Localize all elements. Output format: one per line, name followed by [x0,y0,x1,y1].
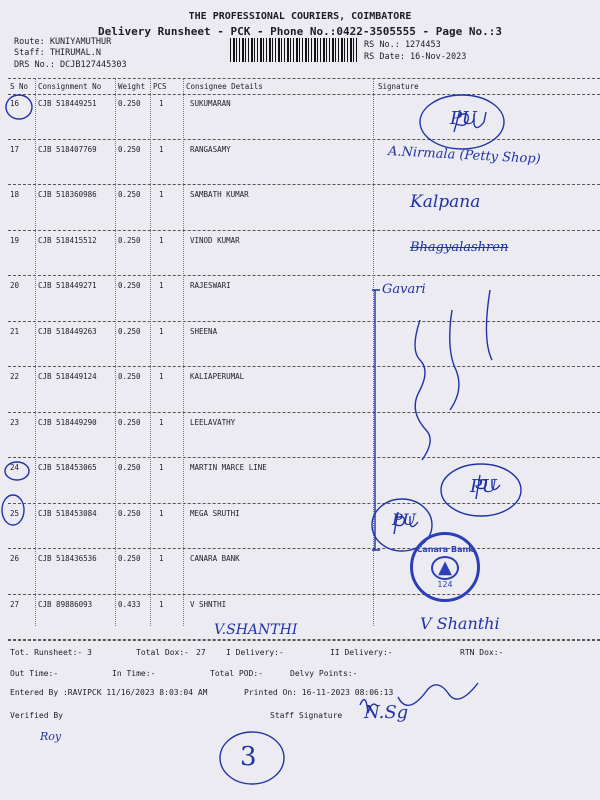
consignee-name: RAJESWARI [190,281,231,290]
stamp-text: Canara Bank [416,545,474,554]
consignee-name: V SHNTHI [190,599,227,609]
consignee-name: KALIAPERUMAL [190,372,245,381]
pcs: 1 [159,372,164,381]
consignee-name: SAMBATH KUMAR [190,190,249,199]
sno: 20 [10,281,20,290]
consignment-no: CJB 518449124 [38,372,97,381]
pcs: 1 [159,99,164,108]
pcs: 1 [159,508,164,518]
signature-16: PU [450,108,477,129]
stamp-branch-no: 124 [437,580,453,589]
pcs: 1 [159,235,164,245]
signature-25: PU [392,510,416,529]
vertical-signature [415,290,492,460]
route-label: Route: KUNIYAMUTHUR [14,37,112,47]
consignee-name: MEGA SRUTHI [190,508,240,518]
sno: 24 [10,463,20,472]
circle-mark-25 [2,495,24,525]
signature-18: Kalpana [410,192,481,212]
sno: 25 [10,508,20,518]
sno: 22 [10,372,20,381]
out-time: Out Time:- [10,669,59,678]
consignment-no: CJB 518453084 [38,508,97,518]
sno: 27 [10,599,20,609]
col-consignee: Consignee Details [186,82,263,91]
weight: 0.250 [118,417,141,427]
signature-19: Bhagyalashren [410,240,509,255]
consignment-no: CJB 518453065 [38,463,97,472]
signature-24: PU [470,476,497,497]
i-delivery: I Delivery:- [226,648,284,657]
weight: 0.433 [118,599,141,609]
consignment-no: CJB 518436536 [38,554,97,563]
weight: 0.250 [118,326,141,336]
col-weight: Weight [118,82,146,91]
weight: 0.250 [118,235,141,245]
rs-date: RS Date: 16-Nov-2023 [364,52,467,62]
signature-20: Gavari [382,282,426,297]
pcs: 1 [159,144,164,154]
printed-on: Printed On: 16-11-2023 08:06:13 [244,688,394,697]
sno: 17 [10,144,20,154]
weight: 0.250 [118,554,141,563]
consignment-no: CJB 518449290 [38,417,97,427]
circle-mark-24 [5,462,29,480]
page-number-handwritten: 3 [240,742,257,772]
pcs: 1 [159,326,164,336]
pcs: 1 [159,281,164,290]
weight: 0.250 [118,99,141,108]
pcs: 1 [159,599,164,609]
weight: 0.250 [118,372,141,381]
rtn-dox: RTN Dox:- [460,648,504,657]
signature-27: V Shanthi [420,614,500,633]
in-time: In Time:- [112,669,156,678]
col-consignment: Consignment No [38,82,102,91]
consignee-name: MARTIN MARCE LINE [190,463,267,472]
tot-runsheet: Tot. Runsheet:- 3 [10,648,92,657]
sno: 23 [10,417,20,427]
stamp-triangle-icon: ▲ [431,556,459,580]
pcs: 1 [159,190,164,199]
consignee-name: SHEENA [190,326,218,336]
pcs: 1 [159,417,164,427]
col-sno: S No [10,82,29,91]
consignment-no: CJB 89886093 [38,599,93,609]
staff-signature-label: Staff Signature [270,711,343,720]
consignment-no: CJB 518415512 [38,235,97,245]
staff-signature-mark: N.Sg [364,702,409,723]
weight: 0.250 [118,144,141,154]
pcs: 1 [159,463,164,472]
signature-17: A.Nirmala (Petty Shop) [387,144,542,167]
consignment-no: CJB 518449271 [38,281,97,290]
runsheet-title: Delivery Runsheet - PCK - Phone No.:0422-3505555 - Page No.:3 [98,25,502,38]
consignee-name: CANARA BANK [190,554,240,563]
consignment-no: CJB 518360986 [38,190,97,199]
circle-mark-16 [6,95,32,119]
weight: 0.250 [118,463,141,472]
weight: 0.250 [118,190,141,199]
bank-stamp [410,532,480,602]
col-signature: Signature [378,82,419,91]
delvy-points: Delvy Points:- [290,669,358,678]
entered-by: Entered By :RAVIPCK 11/16/2023 8:03:04 AM [10,688,208,697]
consignment-no: CJB 518407769 [38,144,97,154]
weight: 0.250 [118,281,141,290]
consignee-name-27: V.SHANTHI [214,622,298,638]
rs-number: RS No.: 1274453 [364,40,441,50]
col-pcs: PCS [153,82,167,91]
sno: 18 [10,190,20,199]
sno: 19 [10,235,20,245]
verified-signature: Roy [40,730,62,743]
verified-by: Verified By [10,711,63,720]
total-pod: Total POD:- [210,669,263,678]
company-name: THE PROFESSIONAL COURIERS, COIMBATORE [188,11,412,22]
staff-label: Staff: THIRUMAL.N [14,48,101,58]
total-dox-label: Total Dox:- [136,648,189,657]
consignment-no: CJB 518449251 [38,99,97,108]
pcs: 1 [159,554,164,563]
consignee-name: RANGASAMY [190,144,231,154]
consignee-name: LEELAVATHY [190,417,236,427]
ii-delivery: II Delivery:- [330,648,393,657]
sno: 21 [10,326,20,336]
sno: 26 [10,554,20,563]
sno: 16 [10,99,20,108]
weight: 0.250 [118,508,141,518]
drs-number: DRS No.: DCJB127445303 [14,60,127,70]
consignment-no: CJB 518449263 [38,326,97,336]
consignee-name: VINOD KUMAR [190,235,240,245]
consignee-name: SUKUMARAN [190,99,231,108]
total-dox-value: 27 [196,648,206,657]
footer-rule [8,640,600,641]
